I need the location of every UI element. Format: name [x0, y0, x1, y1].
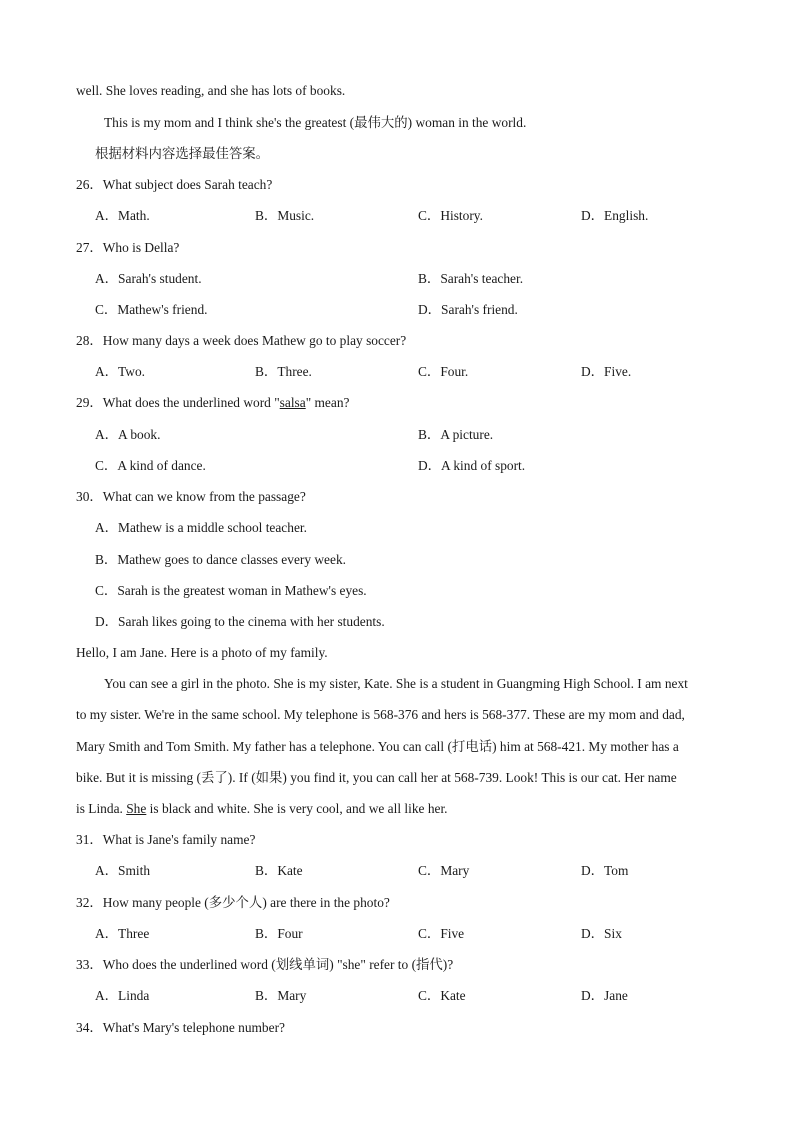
option-c: C．Five	[418, 926, 465, 941]
option-b: B．Music.	[255, 208, 315, 223]
passage-line: to my sister. We're in the same school. My telephone is 568-376 and hers is 568-377. These are my mom and dad,	[76, 707, 685, 722]
underlined-word: She	[126, 801, 147, 816]
option-c: C．Mathew's friend.	[95, 302, 208, 317]
question-33-stem: 33．Who does the underlined word (划线单词) "she" refer to (指代)?	[76, 957, 454, 972]
option-c: C．Mary	[418, 863, 470, 878]
option-c: C．A kind of dance.	[95, 458, 206, 473]
passage-line: This is my mom and I think she's the greatest (最伟大的) woman in the world.	[104, 115, 527, 130]
option-b: B．Kate	[255, 863, 303, 878]
option-d: D．English.	[581, 208, 649, 223]
option-a: A．Linda	[95, 988, 150, 1003]
option-a: A．Mathew is a middle school teacher.	[95, 520, 307, 535]
question-28-stem: 28．How many days a week does Mathew go to play soccer?	[76, 333, 407, 348]
option-a: A．Three	[95, 926, 150, 941]
option-b: B．A picture.	[418, 427, 494, 442]
question-31-stem: 31．What is Jane's family name?	[76, 832, 256, 847]
passage-line: Hello, I am Jane. Here is a photo of my family.	[76, 645, 328, 660]
passage-line: well. She loves reading, and she has lots of books.	[76, 83, 346, 98]
stem-text: " mean?	[305, 395, 350, 410]
option-b: B．Three.	[255, 364, 312, 379]
option-b: B．Sarah's teacher.	[418, 271, 524, 286]
passage-text: is black and white. She is very cool, and we all like her.	[146, 801, 448, 816]
option-a: A．A book.	[95, 427, 161, 442]
option-a: A．Sarah's student.	[95, 271, 202, 286]
question-26-stem: 26．What subject does Sarah teach?	[76, 177, 273, 192]
option-d: D．Sarah's friend.	[418, 302, 518, 317]
option-b: B．Four	[255, 926, 303, 941]
option-d: D．Five.	[581, 364, 632, 379]
passage-text: is Linda.	[76, 801, 127, 816]
question-34-stem: 34．What's Mary's telephone number?	[76, 1020, 285, 1035]
question-27-stem: 27．Who is Della?	[76, 240, 180, 255]
passage-line	[76, 801, 448, 817]
option-d: D．Jane	[581, 988, 628, 1003]
option-b: B．Mathew goes to dance classes every week.	[95, 552, 346, 567]
question-30-stem: 30．What can we know from the passage?	[76, 489, 306, 504]
option-a: A．Math.	[95, 208, 150, 223]
passage-line: bike. But it is missing (丢了). If (如果) you find it, you can call her at 568-739. Look! This is our cat. Her name	[76, 770, 677, 785]
option-a: A．Two.	[95, 364, 146, 379]
question-32-stem: 32．How many people (多少个人) are there in the photo?	[76, 895, 390, 910]
option-c: C．Four.	[418, 364, 469, 379]
option-c: C．Kate	[418, 988, 466, 1003]
option-c: C．Sarah is the greatest woman in Mathew's eyes.	[95, 583, 367, 598]
passage-line: You can see a girl in the photo. She is my sister, Kate. She is a student in Guangming High School. I am next	[104, 676, 688, 691]
option-a: A．Smith	[95, 863, 151, 878]
option-d: D．A kind of sport.	[418, 458, 526, 473]
option-d: D．Sarah likes going to the cinema with her students.	[95, 614, 385, 629]
instruction: 根据材料内容选择最佳答案。	[95, 146, 270, 161]
underlined-word: salsa	[279, 395, 306, 410]
passage-line: Mary Smith and Tom Smith. My father has a telephone. You can call (打电话) him at 568-421. My mother has a	[76, 739, 679, 754]
stem-text: 29．What does the underlined word "	[76, 395, 280, 410]
option-c: C．History.	[418, 208, 483, 223]
option-b: B．Mary	[255, 988, 307, 1003]
option-d: D．Tom	[581, 863, 629, 878]
option-d: D．Six	[581, 926, 622, 941]
question-29-stem	[76, 395, 349, 411]
